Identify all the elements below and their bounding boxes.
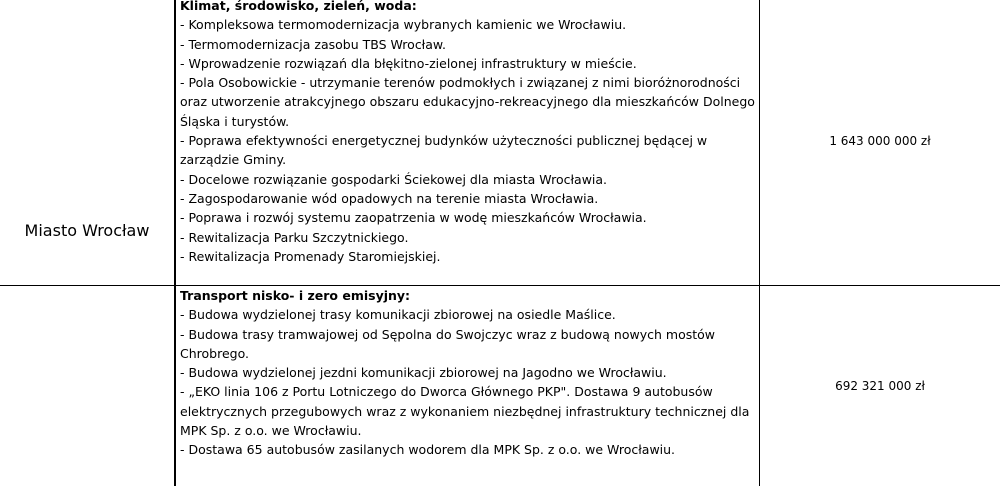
list-item: - „EKO linia 106 z Portu Lotniczego do Dworca Głównego PKP". Dostawa 9 autobusów elektrycznych przegubowych wraz z wykonaniem niezbędnej infrastruktury technicznej dla MPK Sp. z o.o. we Wrocławiu.: [180, 384, 750, 439]
list-item: - Budowa wydzielonej jezdni komunikacji zbiorowej na Jagodno we Wrocławiu.: [180, 365, 667, 381]
list-item: - Termomodernizacja zasobu TBS Wrocław.: [180, 36, 446, 52]
list-item: - Dostawa 65 autobusów zasilanych wodorem dla MPK Sp. z o.o. we Wrocławiu.: [180, 442, 676, 458]
list-item: - Zagospodarowanie wód opadowych na terenie miasta Wrocławia.: [180, 190, 599, 206]
list-item: - Poprawa i rozwój systemu zaopatrzenia w wodę mieszkańców Wrocławia.: [180, 210, 647, 226]
description-cell: [174, 0, 760, 285]
amount-value: 1 643 000 000 zł: [829, 133, 931, 148]
list-item: - Rewitalizacja Parku Szczytnickiego.: [180, 229, 409, 245]
table-row: [0, 286, 1000, 486]
section-title: Transport nisko- i zero emisyjny:: [180, 288, 411, 303]
list-item: - Budowa trasy tramwajowej od Sępolna do Swojczyc wraz z budową nowych mostów Chrobrego.: [180, 326, 716, 361]
list-item: - Docelowe rozwiązanie gospodarki Ściekowej dla miasta Wrocławia.: [180, 171, 608, 187]
list-item: - Kompleksowa termomodernizacja wybranych kamienic we Wrocławiu.: [180, 17, 627, 33]
section-title: Klimat, środowisko, zieleń, woda:: [180, 0, 417, 13]
description-cell: [174, 286, 760, 486]
list-item: - Pola Osobowickie - utrzymanie terenów podmokłych i związanej z nimi bioróżnorodności oraz utworzenie atrakcyjnego obszaru edukacyjno-rekreacyjnego dla mieszkańców Dolnego Śląska i turystów.: [180, 75, 755, 129]
list-item: - Rewitalizacja Promenady Staromiejskiej.: [180, 248, 441, 264]
amount-value: 692 321 000 zł: [835, 379, 925, 393]
amount-cell: [760, 286, 1000, 486]
list-item: - Budowa wydzielonej trasy komunikacji zbiorowej na osiedle Maślice.: [180, 307, 616, 323]
amount-cell: [760, 0, 1000, 285]
list-item: - Poprawa efektywności energetycznej budynków użyteczności publicznej będącej w zarządzie Gminy.: [180, 133, 708, 168]
municipality-name: Miasto Wrocław: [24, 220, 150, 240]
list-item: - Wprowadzenie rozwiązań dla błękitno-zielonej infrastruktury w mieście.: [180, 55, 637, 71]
